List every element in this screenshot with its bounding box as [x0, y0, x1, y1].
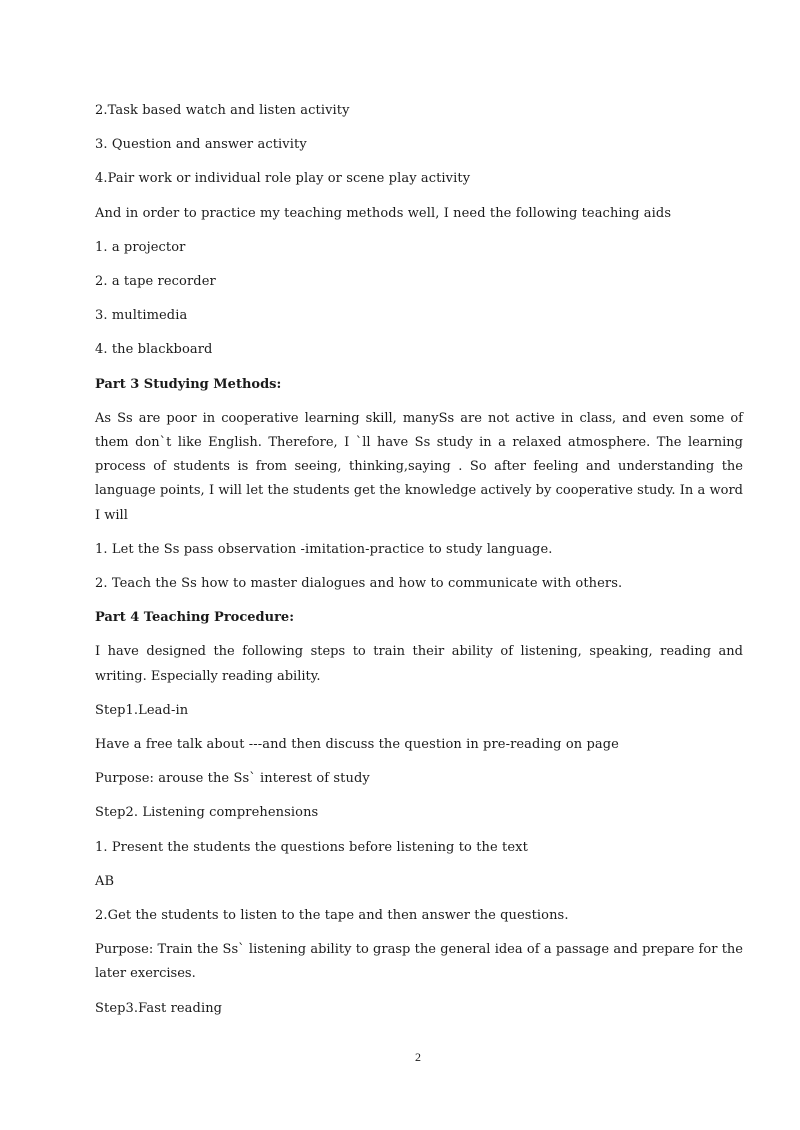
list-item-multimedia: 3. multimedia: [95, 308, 188, 324]
list-item-role-play-activity: 4.Pair work or individual role play or scene play activity: [95, 171, 471, 187]
step-2-ab-label: AB: [95, 873, 115, 889]
step-3-heading: Step3.Fast reading: [95, 1000, 223, 1016]
step-2-purpose: Purpose: Train the Ss` listening ability to grasp the general idea of a passage and prepare for the later exercises.: [95, 942, 743, 982]
step-2-listen-tape: 2.Get the students to listen to the tape and then answer the questions.: [95, 908, 569, 924]
list-item-blackboard: 4. the blackboard: [95, 342, 213, 358]
section-heading-studying-methods: Part 3 Studying Methods:: [95, 376, 282, 392]
list-item-question-answer-activity: 3. Question and answer activity: [95, 137, 307, 153]
page-number: 2: [415, 1050, 421, 1064]
step-1-purpose: Purpose: arouse the Ss` interest of study: [95, 771, 370, 787]
step-1-heading: Step1.Lead-in: [95, 702, 189, 718]
list-item-observation-imitation: 1. Let the Ss pass observation -imitation-practice to study language.: [95, 541, 553, 557]
page-content: [95, 99, 743, 1031]
studying-methods-paragraph: As Ss are poor in cooperative learning skill, manySs are not active in class, and even some of them don`t like English. Therefore, I `ll have Ss study in a relaxed atmosphere. The learning process of students is from seeing, thinking,saying . So after feeling and understanding the language points, I will let the students get the knowledge actively by cooperative study. In a word I will: [95, 410, 743, 523]
list-item-projector: 1. a projector: [95, 239, 186, 255]
step-2-heading: Step2. Listening comprehensions: [95, 805, 319, 821]
teaching-aids-intro: And in order to practice my teaching methods well, I need the following teaching aids: [95, 205, 672, 221]
step-2-present-questions: 1. Present the students the questions before listening to the text: [95, 839, 528, 855]
list-item-task-based-activity: 2.Task based watch and listen activity: [95, 103, 350, 118]
teaching-procedure-paragraph: I have designed the following steps to train their ability of listening, speaking, reading and writing. Especially reading ability.: [95, 644, 743, 684]
section-heading-teaching-procedure: Part 4 Teaching Procedure:: [95, 610, 294, 626]
list-item-tape-recorder: 2. a tape recorder: [95, 274, 216, 290]
step-1-free-talk: Have a free talk about ---and then discuss the question in pre-reading on page: [95, 737, 619, 753]
list-item-master-dialogues: 2. Teach the Ss how to master dialogues and how to communicate with others.: [95, 576, 623, 592]
